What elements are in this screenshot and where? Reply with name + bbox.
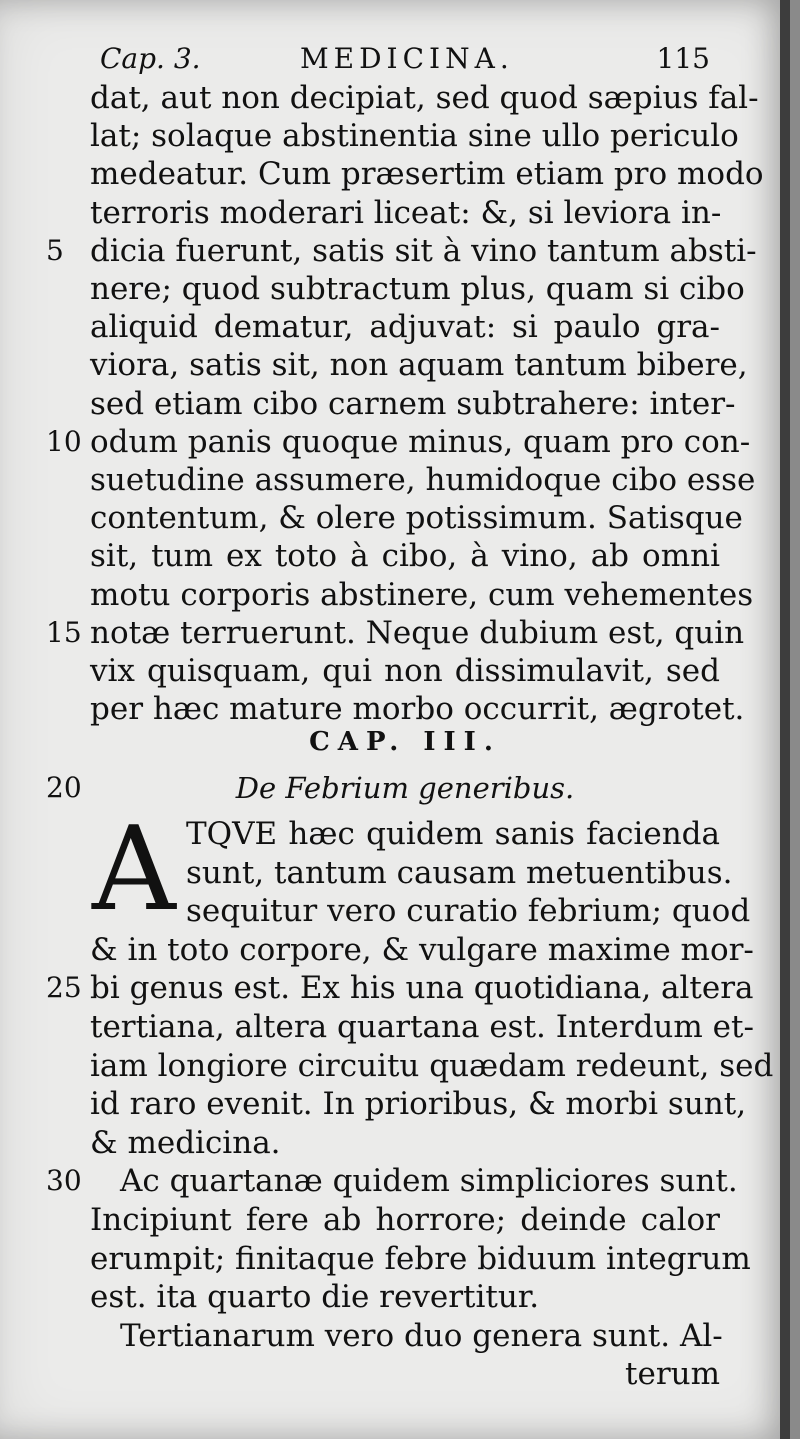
text-line: iam longiore circuitu quædam redeunt, sed — [90, 1047, 774, 1084]
text-line: nere; quod subtractum plus, quam si cibo — [90, 271, 745, 307]
text-line: aliquid dematur, adjuvat: si paulo gra- — [90, 309, 720, 346]
text-line: id raro evenit. In prioribus, & morbi sunt, — [90, 1086, 747, 1123]
text-line: terum — [625, 1356, 720, 1393]
line-number: 5 — [46, 233, 64, 267]
text-line: dicia fuerunt, satis sit à vino tantum absti- — [90, 232, 757, 269]
text-line: motu corporis abstinere, cum vehementes — [90, 576, 754, 613]
running-header — [100, 42, 710, 82]
text-line: Incipiunt fere ab horrore; deinde calor — [90, 1202, 720, 1238]
line-number: 20 — [46, 771, 82, 804]
text-line: per hæc mature morbo occurrit, ægrotet. — [90, 691, 745, 728]
header-chapter: Cap. 3. — [100, 42, 201, 75]
text-line: est. ita quarto die revertitur. — [90, 1279, 540, 1316]
line-number: 15 — [46, 615, 82, 649]
text-line: sed etiam cibo carnem subtrahere: inter- — [90, 385, 736, 422]
header-title: MEDICINA. — [300, 42, 514, 75]
text-line: viora, satis sit, non aquam tantum bibere, — [90, 347, 748, 384]
text-line: sunt, tantum causam metuentibus. — [186, 854, 733, 891]
line-number: 25 — [46, 971, 82, 1005]
drop-cap: A — [92, 802, 176, 937]
text-line: contentum, & olere potissimum. Satisque — [90, 500, 743, 537]
text-line: tertiana, altera quartana est. Interdum et- — [90, 1009, 754, 1045]
page-edge-shadow — [780, 0, 790, 1439]
line-number: 10 — [46, 424, 82, 458]
text-line: terroris moderari liceat: &, si leviora in- — [90, 194, 722, 231]
text-line: & medicina. — [90, 1124, 281, 1161]
chapter-subtitle: De Febrium generibus. — [235, 771, 575, 805]
line-number: 30 — [46, 1164, 82, 1198]
text-line: suetudine assumere, humidoque cibo esse — [90, 462, 756, 498]
text-line: vix quisquam, qui non dissimulavit, sed — [90, 653, 720, 689]
text-line: sequitur vero curatio febrium; quod — [186, 893, 751, 930]
text-line: odum panis quoque minus, quam pro con- — [90, 423, 751, 460]
chapter-heading: CAP. III. — [309, 727, 501, 757]
text-line: TQVE hæc quidem sanis facienda — [186, 816, 720, 852]
text-line: Tertianarum vero duo genera sunt. Al- — [120, 1317, 723, 1354]
text-line: erumpit; finitaque febre biduum integrum — [90, 1240, 751, 1277]
text-line: notæ terruerunt. Neque dubium est, quin — [90, 614, 745, 651]
text-line: & in toto corpore, & vulgare maxime mor- — [90, 931, 754, 968]
text-line: Ac quartanæ quidem simpliciores sunt. — [120, 1163, 738, 1200]
text-line: dat, aut non decipiat, sed quod sæpius fal- — [90, 80, 759, 116]
text-line: medeatur. Cum præsertim etiam pro modo — [90, 156, 764, 193]
page-number: 115 — [656, 42, 710, 75]
text-line: sit, tum ex toto à cibo, à vino, ab omni — [90, 538, 720, 575]
text-line: bi genus est. Ex his una quotidiana, altera — [90, 970, 754, 1007]
text-line: lat; solaque abstinentia sine ullo periculo — [90, 118, 739, 155]
